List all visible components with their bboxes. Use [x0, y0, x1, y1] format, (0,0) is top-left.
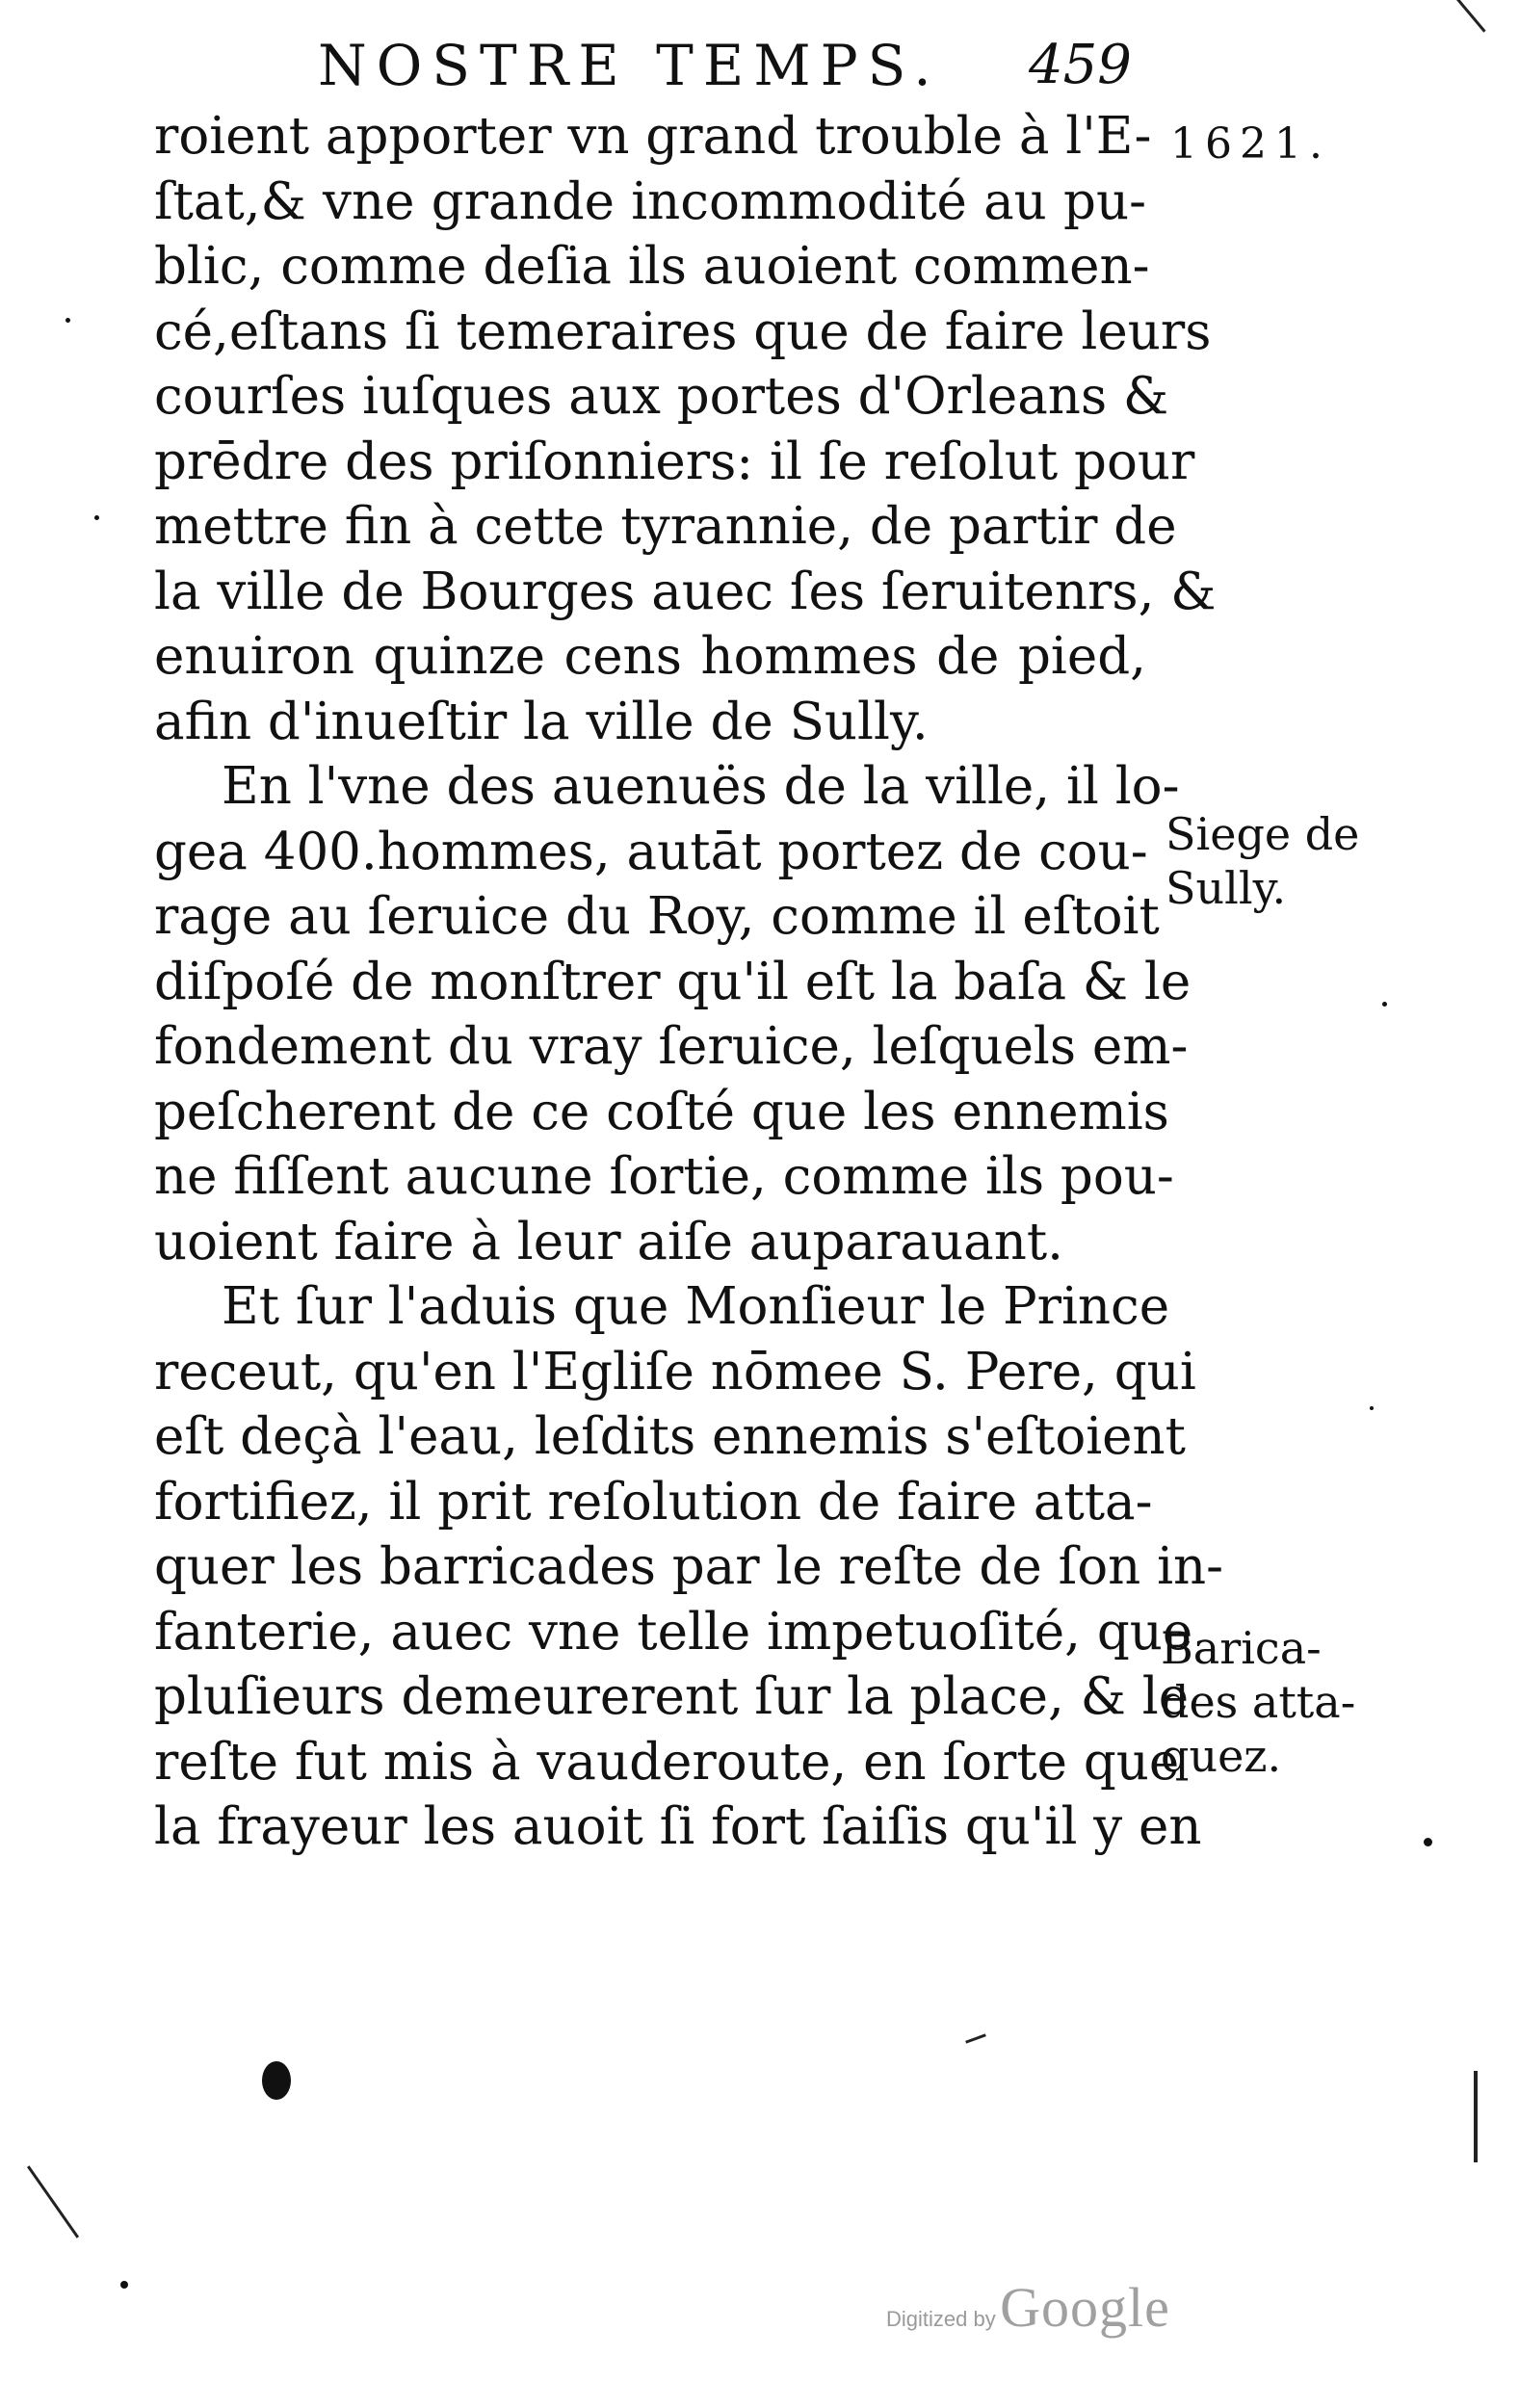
- google-logo: Google: [1000, 2276, 1170, 2339]
- text-line: quer les barricades par le reſte de ſon in-: [154, 1537, 1224, 1596]
- paragraph-start-line: Et ſur l'aduis que Monſieur le Prince: [222, 1277, 1170, 1336]
- text-line: cé,eſtans ſi temeraires que de faire leurs: [154, 301, 1212, 361]
- ink-speck: [94, 515, 99, 520]
- text-line: prēdre des priſonniers: il ſe reſolut pour: [154, 432, 1195, 491]
- text-line: pluſieurs demeurerent ſur la place, & le: [154, 1667, 1190, 1726]
- text-line: reſte fut mis à vauderoute, en ſorte que: [154, 1732, 1180, 1792]
- margin-year: 1621.: [1170, 119, 1330, 169]
- text-line: peſcherent de ce coſté que les ennemis: [154, 1082, 1169, 1141]
- ink-speck: [1382, 1002, 1387, 1007]
- text-line: uoient faire à leur aiſe auparauant.: [154, 1212, 1064, 1271]
- text-line: afin d'inueſtir la ville de Sully.: [154, 692, 929, 751]
- scan-edge-mark: [1474, 2071, 1478, 2162]
- ink-blot: [262, 2061, 291, 2100]
- scan-edge-mark: [27, 2165, 79, 2238]
- text-line: roient apporter vn grand trouble à l'E-: [154, 107, 1152, 166]
- text-line: receut, qu'en l'Egliſe nōmee S. Pere, qui: [154, 1342, 1196, 1401]
- text-line: fortifiez, il prit reſolution de faire atta-: [154, 1472, 1153, 1531]
- text-line: diſpoſé de monſtrer qu'il eſt la baſa & le: [154, 952, 1192, 1011]
- ink-speck: [1370, 1406, 1374, 1410]
- text-line: blic, comme deſia ils auoient commen-: [154, 237, 1150, 296]
- marginal-note-line: des atta-: [1161, 1676, 1356, 1728]
- marginal-note-siege: [1165, 807, 1359, 915]
- text-line: ſtat,& vne grande incommodité au pu-: [154, 171, 1146, 231]
- ink-speck: [120, 2281, 128, 2289]
- text-line: la ville de Bourges auec ſes ſeruitenrs, &: [154, 562, 1217, 621]
- text-line: eſt deçà l'eau, leſdits ennemis s'eſtoient: [154, 1407, 1186, 1466]
- ink-speck: [1424, 1838, 1432, 1846]
- ink-speck: [65, 318, 70, 323]
- google-watermark: [886, 2275, 1170, 2340]
- text-line: la frayeur les auoit ſi fort ſaiſis qu'il y en: [154, 1797, 1202, 1856]
- text-line: enuiron quinze cens hommes de pied,: [154, 627, 1146, 686]
- text-line: mettre fin à cette tyrannie, de partir de: [154, 497, 1177, 556]
- paragraph-start-line: En l'vne des auenuës de la ville, il lo-: [222, 757, 1180, 816]
- digitized-by-label: Digitized by: [886, 2307, 996, 2331]
- running-title: NOSTRE TEMPS.: [318, 33, 941, 98]
- marginal-note-line: Barica-: [1161, 1622, 1322, 1674]
- running-head: [318, 27, 1146, 104]
- marginal-note-line: Sully.: [1165, 862, 1287, 914]
- scan-edge-mark: [1456, 0, 1486, 33]
- text-line: rage au ſeruice du Roy, comme il eſtoit: [154, 887, 1160, 946]
- text-line: courſes iuſques aux portes d'Orleans &: [154, 367, 1169, 426]
- stray-mark: [965, 2033, 986, 2043]
- marginal-note-line: Siege de: [1165, 808, 1360, 860]
- text-line: fanterie, auec vne telle impetuoſité, que: [154, 1602, 1193, 1662]
- marginal-note-line: quez.: [1161, 1730, 1282, 1782]
- text-line: gea 400.hommes, autāt portez de cou-: [154, 822, 1148, 881]
- text-line: fondement du vray ſeruice, leſquels em-: [154, 1017, 1189, 1076]
- text-line: ne fiſſent aucune ſortie, comme ils pou-: [154, 1147, 1174, 1206]
- marginal-note-barricades: [1161, 1621, 1355, 1783]
- page-number: 459: [1029, 34, 1132, 96]
